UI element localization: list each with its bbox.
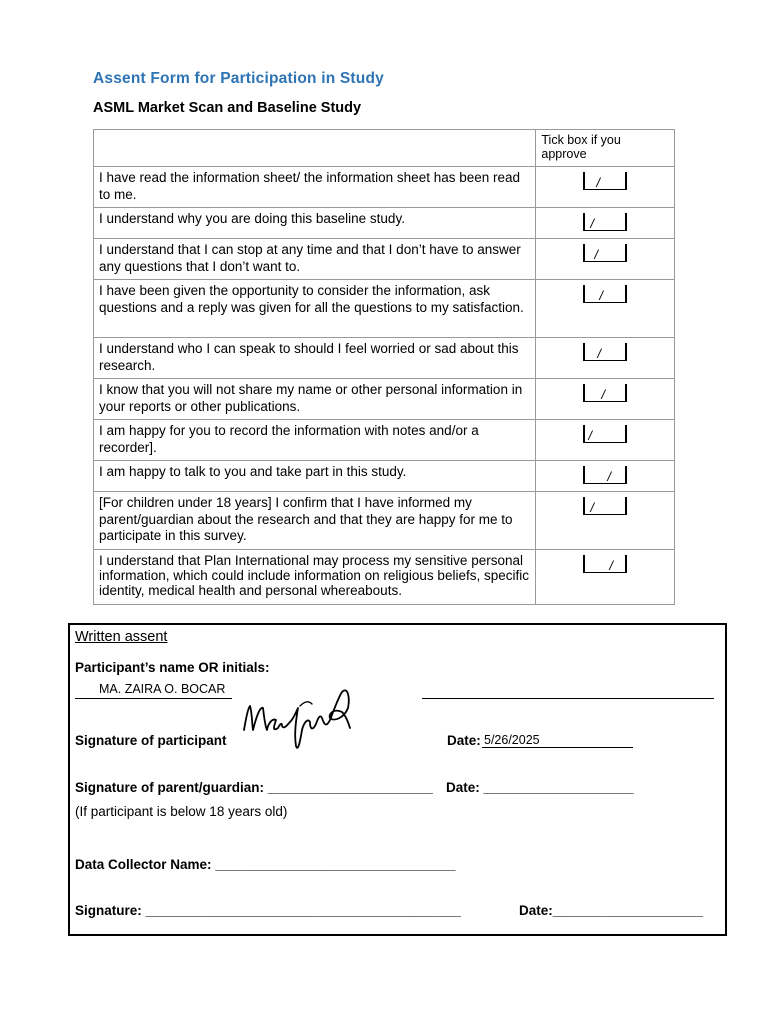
table-row	[94, 492, 675, 550]
statement-text: I understand why you are doing this baseline study.	[94, 208, 536, 239]
parent-signature-label[interactable]: Signature of parent/guardian: ______________________	[75, 780, 433, 795]
table-row	[94, 379, 675, 420]
tick-mark: /	[590, 500, 595, 515]
signature-participant-label: Signature of participant	[75, 733, 227, 748]
tick-box[interactable]	[536, 550, 675, 605]
participant-name-label: Participant’s name OR initials:	[75, 660, 270, 675]
table-header-row	[94, 130, 675, 167]
parent-date-label[interactable]: Date: ____________________	[446, 780, 634, 795]
tick-box[interactable]	[536, 420, 675, 461]
signature-label[interactable]: Signature: __________________________________________	[75, 903, 461, 918]
table-row	[94, 167, 675, 208]
tick-box[interactable]	[536, 492, 675, 550]
date-value[interactable]: 5/26/2025	[484, 733, 540, 747]
tick-column-header: Tick box if you approve	[536, 130, 675, 167]
date-line	[482, 747, 633, 748]
table-row	[94, 420, 675, 461]
participant-signature-image	[238, 678, 356, 756]
statement-text: [For children under 18 years] I confirm that I have informed my parent/guardian about the research and that they are happy for me to participate in this survey.	[94, 492, 536, 550]
written-assent-heading: Written assent	[75, 629, 168, 645]
tick-mark: /	[601, 387, 606, 402]
tick-mark: /	[594, 247, 599, 262]
consent-table	[93, 129, 675, 605]
table-row	[94, 280, 675, 338]
final-date-label[interactable]: Date:____________________	[519, 903, 703, 918]
statement-text: I understand that I can stop at any time and that I don’t have to answer any questions that I don’t want to.	[94, 239, 536, 280]
page-title: Assent Form for Participation in Study	[93, 70, 384, 87]
table-row	[94, 338, 675, 379]
tick-box[interactable]	[536, 338, 675, 379]
participant-name-value[interactable]: MA. ZAIRA O. BOCAR	[99, 682, 226, 696]
statement-text: I am happy for you to record the information with notes and/or a recorder].	[94, 420, 536, 461]
tick-box[interactable]	[536, 379, 675, 420]
table-row	[94, 208, 675, 239]
tick-mark: /	[590, 216, 595, 231]
tick-box[interactable]	[536, 239, 675, 280]
table-row	[94, 239, 675, 280]
tick-mark: /	[597, 346, 602, 361]
parent-note: (If participant is below 18 years old)	[75, 804, 288, 819]
blank-line	[422, 698, 714, 699]
tick-mark: /	[607, 469, 612, 484]
statement-text: I understand that Plan International may process my sensitive personal information, which could include information on religious beliefs, specific identity, medical health and personal whereabouts.	[94, 550, 536, 605]
tick-mark: /	[588, 428, 593, 443]
table-row	[94, 550, 675, 605]
tick-box[interactable]	[536, 167, 675, 208]
statement-text: I know that you will not share my name or other personal information in your reports or other publications.	[94, 379, 536, 420]
page-subtitle: ASML Market Scan and Baseline Study	[93, 100, 362, 116]
statement-text: I have read the information sheet/ the information sheet has been read to me.	[94, 167, 536, 208]
date-label: Date:	[447, 733, 481, 748]
data-collector-label[interactable]: Data Collector Name: ________________________________	[75, 857, 456, 872]
table-row	[94, 461, 675, 492]
tick-mark: /	[609, 558, 614, 573]
participant-name-line	[75, 698, 232, 699]
tick-box[interactable]	[536, 461, 675, 492]
tick-box[interactable]	[536, 208, 675, 239]
statement-text: I have been given the opportunity to consider the information, ask questions and a reply was given for all the questions to my satisfaction.	[94, 280, 536, 338]
statement-text: I am happy to talk to you and take part in this study.	[94, 461, 536, 492]
tick-mark: /	[599, 288, 604, 303]
tick-mark: /	[596, 175, 601, 190]
statement-text: I understand who I can speak to should I feel worried or sad about this research.	[94, 338, 536, 379]
table-header-empty	[94, 130, 536, 167]
tick-box[interactable]	[536, 280, 675, 338]
